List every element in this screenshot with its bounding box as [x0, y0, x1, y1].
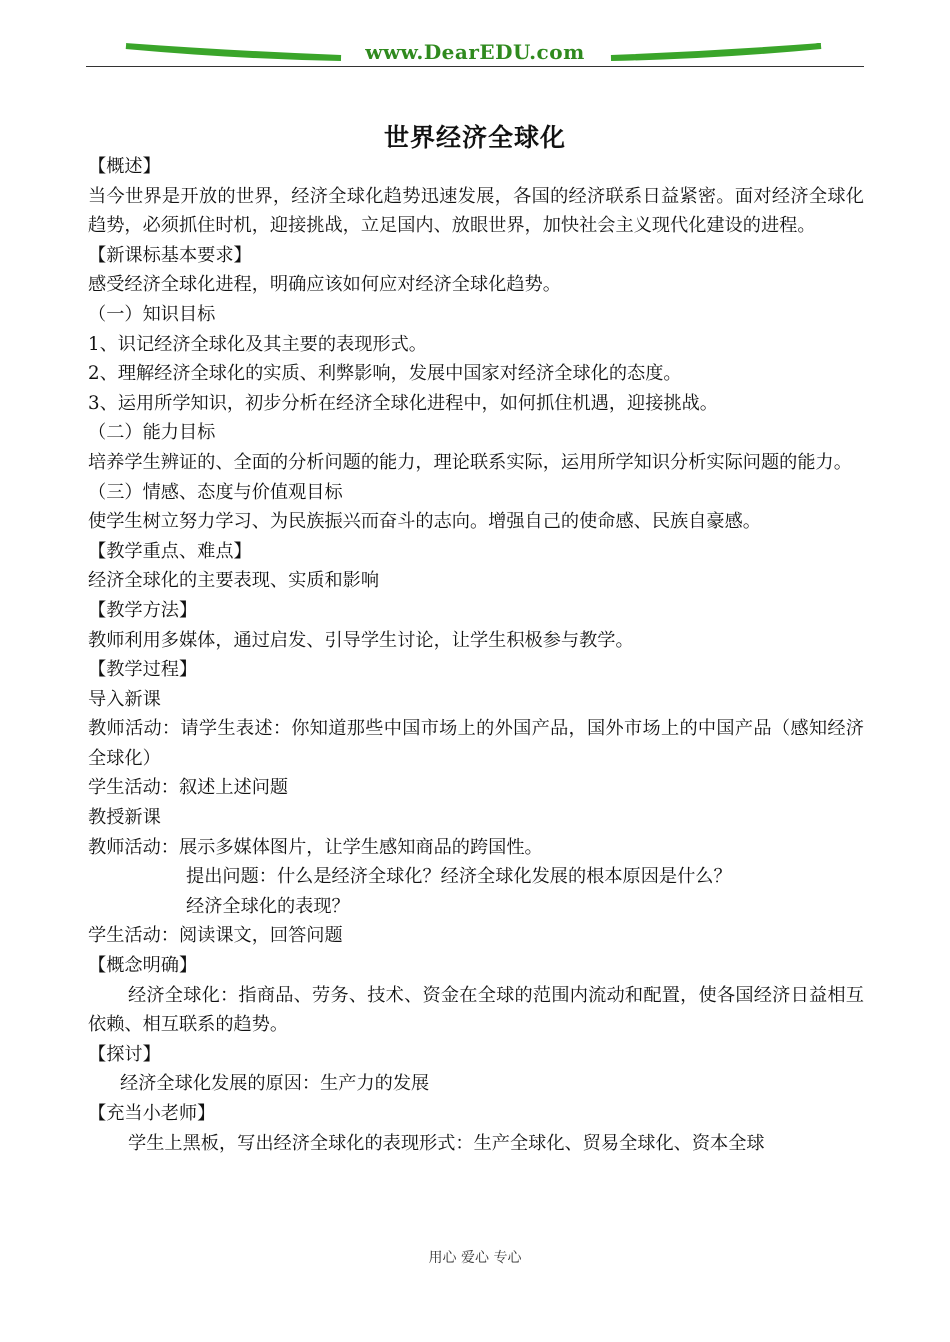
section-heading: 【新课标基本要求】	[88, 244, 252, 266]
subheading: （二）能力目标	[88, 422, 216, 444]
site-logo-text: www.DearEDU.com	[365, 40, 585, 64]
paragraph: 教师活动：展示多媒体图片，让学生感知商品的跨国性。	[88, 836, 543, 858]
section-heading: 【概述】	[88, 156, 161, 177]
document-title: 世界经济全球化	[383, 123, 566, 152]
header-rule	[86, 66, 864, 67]
paragraph: 学生活动：阅读课文，回答问题	[88, 925, 343, 947]
paragraph: 学生活动：叙述上述问题	[88, 777, 289, 799]
page-footer: 用心 爱心 专心	[428, 1250, 522, 1266]
section-heading: 【教学方法】	[88, 599, 198, 621]
section-heading: 【教学过程】	[88, 659, 198, 681]
paragraph: 感受经济全球化进程，明确应该如何应对经济全球化趋势。	[88, 274, 561, 296]
paragraph: 教师活动：请学生表述：你知道那些中国市场上的外国产品，国外市场上的中国产品（感知经济全球化）	[88, 718, 864, 769]
section-heading: 【充当小老师】	[88, 1103, 216, 1124]
paragraph: 经济全球化发展的原因：生产力的发展	[120, 1073, 430, 1095]
paragraph: 导入新课	[88, 688, 161, 710]
subheading: （三）情感、态度与价值观目标	[88, 481, 343, 503]
paragraph: 经济全球化的主要表现、实质和影响	[88, 570, 380, 592]
paragraph: 教授新课	[88, 807, 161, 829]
paragraph: 培养学生辨证的、全面的分析问题的能力，理论联系实际，运用所学知识分析实际问题的能力。	[88, 451, 852, 473]
paragraph: 经济全球化的表现？	[186, 895, 350, 917]
document-body	[88, 152, 864, 1158]
paragraph: 当今世界是开放的世界，经济全球化趋势迅速发展，各国的经济联系日益紧密。面对经济全球化趋势，必须抓住时机，迎接挑战，立足国内、放眼世界，加快社会主义现代化建设的进程。	[88, 185, 864, 237]
list-item: 2、理解经济全球化的实质、利弊影响，发展中国家对经济全球化的态度。	[88, 363, 682, 385]
page-header	[86, 36, 864, 70]
paragraph: 提出问题：什么是经济全球化？经济全球化发展的根本原因是什么？	[186, 866, 732, 888]
section-heading: 【教学重点、难点】	[88, 540, 252, 562]
paragraph: 学生上黑板，写出经济全球化的表现形式：生产全球化、贸易全球化、资本全球	[128, 1132, 765, 1154]
paragraph: 经济全球化：指商品、劳务、技术、资金在全球的范围内流动和配置，使各国经济日益相互依赖、相互联系的趋势。	[88, 984, 864, 1036]
paragraph: 使学生树立努力学习、为民族振兴而奋斗的志向。增强自己的使命感、民族自豪感。	[88, 511, 761, 533]
list-item: 3、运用所学知识，初步分析在经济全球化进程中，如何抓住机遇，迎接挑战。	[88, 392, 718, 414]
section-heading: 【概念明确】	[88, 955, 198, 977]
list-item: 1、识记经济全球化及其主要的表现形式。	[88, 333, 427, 355]
paragraph: 教师利用多媒体，通过启发、引导学生讨论，让学生积极参与教学。	[88, 629, 634, 651]
subheading: （一）知识目标	[88, 303, 216, 325]
section-heading: 【探讨】	[88, 1043, 161, 1065]
